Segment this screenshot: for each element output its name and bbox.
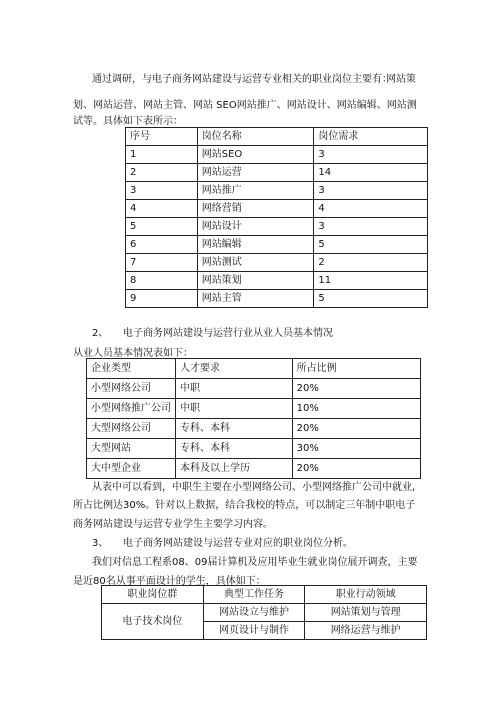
table-cell: 3 <box>314 218 428 236</box>
table-row <box>126 218 428 236</box>
table-cell: 大型网络公司 <box>87 419 176 439</box>
table-header-cell: 典型工作任务 <box>203 586 305 604</box>
analysis-paragraph-line1: 从表中可以看到，中职生主要在小型网络公司、小型网络推广公司中就业, <box>92 482 416 493</box>
job-analysis-table <box>101 585 427 640</box>
table-row <box>87 399 421 419</box>
table-cell: 2 <box>126 164 198 182</box>
table-row <box>126 290 428 308</box>
table-cell: 网络营销 <box>197 200 314 218</box>
table-cell: 大中型企业 <box>87 459 176 479</box>
table-header-cell: 序号 <box>126 128 198 146</box>
table-cell: 3 <box>314 182 428 200</box>
table-cell: 3 <box>314 146 428 164</box>
table-header-cell: 所占比例 <box>292 359 420 379</box>
table-cell: 7 <box>126 254 198 272</box>
section-title: 电子商务网站建设与运营行业从业人员基本情况 <box>123 328 333 339</box>
paragraph-intro-line1-tail: 网站策 <box>386 74 416 85</box>
table-row <box>126 146 428 164</box>
survey-paragraph-line2: 是近80名从事平面设计的学生，具体如下： <box>73 576 266 587</box>
table-group-cell: 电子技术岗位 <box>102 604 204 640</box>
table-header-cell: 人才要求 <box>175 359 292 379</box>
paragraph-intro-line2: 划、网站运营、网站主管、网站 SEO网站推广、网站设计、网站编辑、网站测 <box>73 100 417 111</box>
table-header-row <box>102 586 427 604</box>
table-row <box>102 604 427 622</box>
table-cell: 中职 <box>175 379 292 399</box>
table-header-cell: 职业岗位群 <box>102 586 204 604</box>
table-row <box>87 459 421 479</box>
table-cell: 网页设计与制作 <box>203 622 305 640</box>
table-intro: 从业人员基本情况表如下： <box>73 348 193 359</box>
table-cell: 8 <box>126 272 198 290</box>
paragraph-intro-line1: 通过调研，与电子商务网站建设与运营专业相关的职业岗位主要有： <box>92 74 392 85</box>
table-cell: 网站测试 <box>197 254 314 272</box>
table-cell: 20% <box>292 379 420 399</box>
table-cell: 专科、本科 <box>175 439 292 459</box>
table-row <box>87 379 421 399</box>
table-cell: 5 <box>314 236 428 254</box>
table-cell: 网站编辑 <box>197 236 314 254</box>
analysis-paragraph-line2: 所占比例达30%。针对以上数据，结合我校的特点，可以制定三年制中职电子 <box>73 500 416 511</box>
section-number: 3、 <box>92 538 109 549</box>
survey-paragraph-line1: 我们对信息工程系08、09届计算机及应用毕业生就业岗位展开调查，主要 <box>92 557 418 568</box>
table-cell: 3 <box>126 182 198 200</box>
table-cell: 4 <box>126 200 198 218</box>
table-row <box>126 164 428 182</box>
table-cell: 1 <box>126 146 198 164</box>
paragraph-intro-line3: 试等。具体如下表所示： <box>73 116 183 127</box>
table-cell: 网络运营与维护 <box>305 622 427 640</box>
table-cell: 5 <box>314 290 428 308</box>
table-cell: 30% <box>292 439 420 459</box>
table-cell: 小型网络推广公司 <box>87 399 176 419</box>
table-cell: 小型网络公司 <box>87 379 176 399</box>
table-cell: 本科及以上学历 <box>175 459 292 479</box>
table-cell: 11 <box>314 272 428 290</box>
table-row <box>126 272 428 290</box>
table-cell: 网站设立与维护 <box>203 604 305 622</box>
staff-profile-table <box>86 358 421 479</box>
table-row <box>126 236 428 254</box>
table-cell: 专科、本科 <box>175 419 292 439</box>
table-row <box>126 182 428 200</box>
table-header-cell: 企业类型 <box>87 359 176 379</box>
section-title: 电子商务网站建设与运营专业对应的职业岗位分析。 <box>123 538 353 549</box>
table-row <box>87 439 421 459</box>
table-cell: 网站SEO <box>197 146 314 164</box>
table-cell: 10% <box>292 399 420 419</box>
table-cell: 网站策划与管理 <box>305 604 427 622</box>
table-row <box>126 200 428 218</box>
section-number: 2、 <box>92 328 109 339</box>
table-row <box>87 419 421 439</box>
table-cell: 网站主管 <box>197 290 314 308</box>
table-header-row <box>126 128 428 146</box>
table-cell: 网站运营 <box>197 164 314 182</box>
table-cell: 6 <box>126 236 198 254</box>
table-cell: 2 <box>314 254 428 272</box>
table-header-cell: 职业行动领域 <box>305 586 427 604</box>
table-row <box>126 254 428 272</box>
job-demand-table <box>125 127 428 308</box>
table-cell: 5 <box>126 218 198 236</box>
table-cell: 中职 <box>175 399 292 419</box>
table-header-row <box>87 359 421 379</box>
table-cell: 4 <box>314 200 428 218</box>
table-cell: 网站推广 <box>197 182 314 200</box>
table-cell: 14 <box>314 164 428 182</box>
table-cell: 20% <box>292 459 420 479</box>
table-header-cell: 岗位名称 <box>197 128 314 146</box>
table-cell: 20% <box>292 419 420 439</box>
table-cell: 网站设计 <box>197 218 314 236</box>
table-header-cell: 岗位需求 <box>314 128 428 146</box>
analysis-paragraph-line3: 商务网站建设与运营专业学生主要学习内容。 <box>73 519 273 530</box>
table-cell: 网站策划 <box>197 272 314 290</box>
table-cell: 大型网站 <box>87 439 176 459</box>
table-cell: 9 <box>126 290 198 308</box>
